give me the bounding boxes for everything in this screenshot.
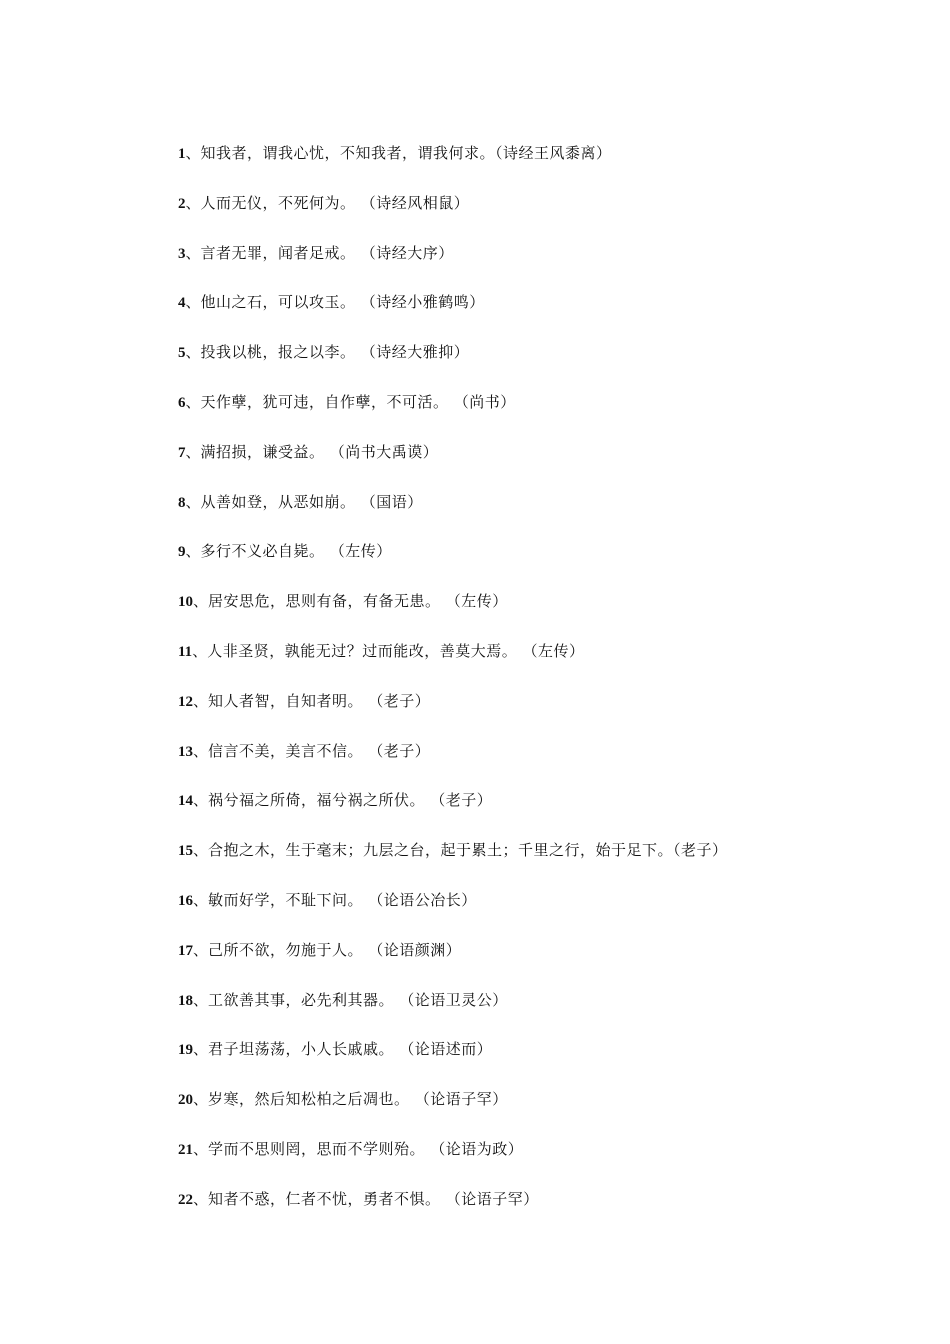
list-item xyxy=(178,339,898,389)
quote-number: 17 xyxy=(178,942,193,959)
separator: 、 xyxy=(193,841,209,860)
quote-number: 10 xyxy=(178,594,193,611)
list-item xyxy=(178,887,898,937)
quote-text: 知人者智，自知者明。 （老子） xyxy=(208,691,431,710)
separator: 、 xyxy=(193,890,209,909)
quote-number: 22 xyxy=(178,1191,193,1208)
separator: 、 xyxy=(193,691,209,710)
quote-text: 人非圣贤，孰能无过？过而能改，善莫大焉。 （左传） xyxy=(207,641,585,660)
quote-number: 5 xyxy=(178,345,186,362)
quote-number: 8 xyxy=(178,494,186,511)
quote-text: 工欲善其事，必先利其器。 （论语卫灵公） xyxy=(208,990,508,1009)
list-item xyxy=(178,1136,898,1186)
list-item xyxy=(178,1036,898,1086)
list-item xyxy=(178,489,898,539)
separator: 、 xyxy=(193,1040,209,1059)
separator: 、 xyxy=(193,1139,209,1158)
quote-number: 20 xyxy=(178,1092,193,1109)
separator: 、 xyxy=(193,592,209,611)
quote-text: 多行不义必自毙。 （左传） xyxy=(200,542,392,561)
quote-text: 投我以桃，报之以李。 （诗经大雅抑） xyxy=(200,343,470,362)
quote-number: 6 xyxy=(178,394,186,411)
quote-number: 18 xyxy=(178,992,193,1009)
quote-text: 人而无仪，不死何为。 （诗经风相鼠） xyxy=(200,193,470,212)
separator: 、 xyxy=(185,144,201,162)
quote-number: 3 xyxy=(178,245,186,262)
list-item xyxy=(178,837,898,887)
quote-text: 己所不欲，勿施于人。 （论语颜渊） xyxy=(208,940,462,959)
quote-number: 4 xyxy=(178,295,186,312)
separator: 、 xyxy=(193,990,209,1009)
list-item xyxy=(178,389,898,439)
quote-number: 12 xyxy=(178,693,193,710)
quote-number: 14 xyxy=(178,793,193,810)
quote-text: 学而不思则罔，思而不学则殆。 （论语为政） xyxy=(208,1139,524,1158)
list-item xyxy=(178,1186,898,1236)
quote-number: 19 xyxy=(178,1042,193,1059)
list-item xyxy=(178,289,898,339)
list-item xyxy=(178,787,898,837)
quote-text: 敏而好学，不耻下问。 （论语公冶长） xyxy=(208,890,477,909)
list-item xyxy=(178,588,898,638)
list-item xyxy=(178,1086,898,1136)
quote-text: 言者无罪，闻者足戒。 （诗经大序） xyxy=(200,243,454,262)
quote-number: 9 xyxy=(178,544,186,561)
separator: 、 xyxy=(185,343,201,362)
quote-text: 满招损，谦受益。 （尚书大禹谟） xyxy=(200,442,439,461)
list-item xyxy=(178,190,898,240)
quote-number: 7 xyxy=(178,444,186,461)
quote-list xyxy=(178,140,898,1236)
quote-text: 从善如登，从恶如崩。 （国语） xyxy=(200,492,423,511)
list-item xyxy=(178,987,898,1037)
separator: 、 xyxy=(185,243,201,262)
quote-text: 天作孽，犹可违，自作孽，不可活。 （尚书） xyxy=(200,392,516,411)
quote-number: 21 xyxy=(178,1141,193,1158)
quote-number: 2 xyxy=(178,195,186,212)
list-item xyxy=(178,439,898,489)
list-item xyxy=(178,638,898,688)
separator: 、 xyxy=(185,392,201,411)
quote-text: 知我者，谓我心忧，不知我者，谓我何求。（诗经王风黍离） xyxy=(200,144,612,162)
list-item xyxy=(178,937,898,987)
quote-text: 居安思危，思则有备，有备无患。 （左传） xyxy=(208,592,508,611)
separator: 、 xyxy=(185,193,201,212)
quote-number: 11 xyxy=(178,643,193,660)
quote-number: 1 xyxy=(178,146,186,162)
quote-text: 岁寒，然后知松柏之后凋也。 （论语子罕） xyxy=(208,1090,508,1109)
separator: 、 xyxy=(193,940,209,959)
quote-number: 16 xyxy=(178,892,193,909)
list-item xyxy=(178,738,898,788)
quote-text: 合抱之木，生于毫末；九层之台，起于累土；千里之行，始于足下。（老子） xyxy=(208,841,728,860)
separator: 、 xyxy=(193,1189,209,1208)
quote-text: 君子坦荡荡，小人长戚戚。 （论语述而） xyxy=(208,1040,493,1059)
quote-text: 信言不美，美言不信。 （老子） xyxy=(208,741,431,760)
list-item xyxy=(178,538,898,588)
separator: 、 xyxy=(193,791,209,810)
separator: 、 xyxy=(193,1090,209,1109)
quote-text: 他山之石，可以攻玉。 （诗经小雅鹤鸣） xyxy=(200,293,485,312)
separator: 、 xyxy=(185,293,201,312)
list-item xyxy=(178,140,898,190)
separator: 、 xyxy=(185,492,201,511)
separator: 、 xyxy=(193,741,209,760)
quote-text: 知者不惑，仁者不忧，勇者不惧。 （论语子罕） xyxy=(208,1189,539,1208)
list-item xyxy=(178,688,898,738)
separator: 、 xyxy=(185,442,201,461)
quote-number: 13 xyxy=(178,743,193,760)
quote-number: 15 xyxy=(178,843,193,860)
separator: 、 xyxy=(192,641,208,660)
separator: 、 xyxy=(185,542,201,561)
quote-text: 祸兮福之所倚，福兮祸之所伏。 （老子） xyxy=(208,791,493,810)
list-item xyxy=(178,240,898,290)
